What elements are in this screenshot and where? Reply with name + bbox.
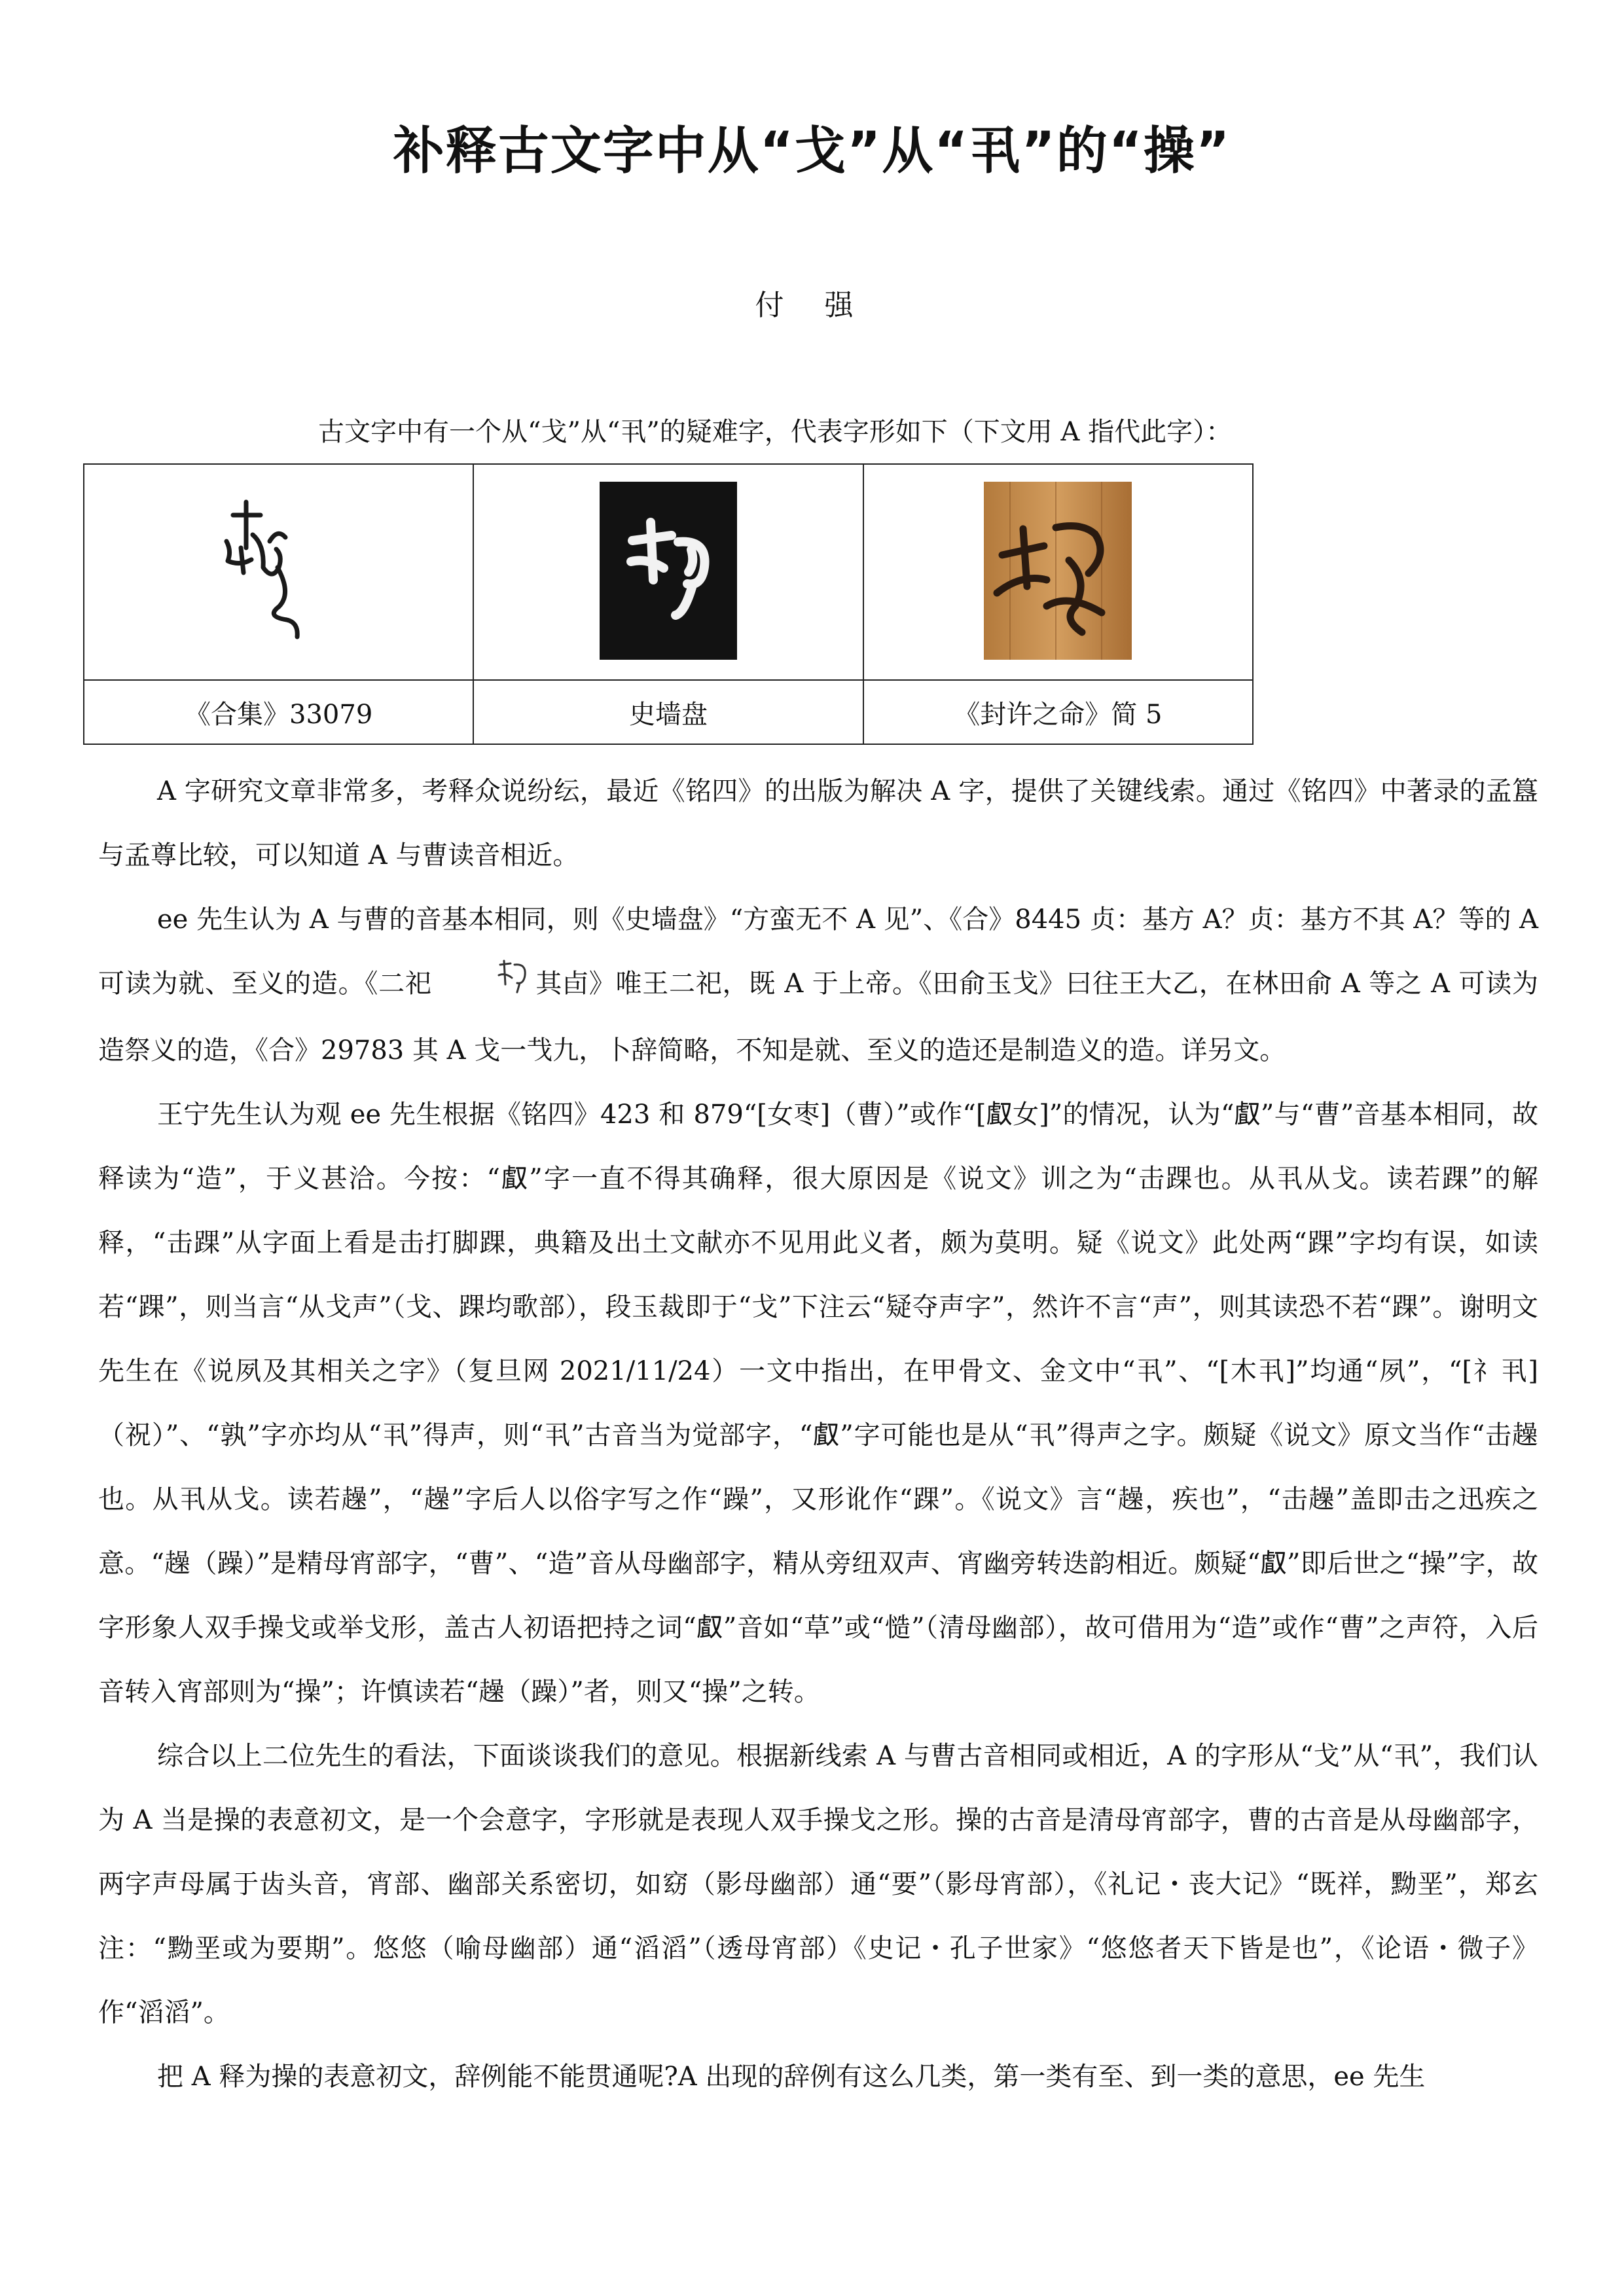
inline-glyph-image — [436, 954, 532, 1018]
oracle-bone-glyph — [200, 489, 357, 653]
glyph-cell-bamboo — [863, 464, 1253, 680]
glyph-table — [83, 463, 1254, 745]
paper-title: 补释古文字中从“戈”从“丮”的“操” — [393, 122, 1231, 181]
bamboo-slip-glyph — [984, 482, 1132, 660]
paragraph-2 — [98, 888, 1538, 1083]
glyph-caption-2: 史墙盘 — [473, 680, 863, 744]
glyph-caption-1: 《合集》33079 — [84, 680, 473, 744]
author-name: 付 强 — [755, 289, 869, 322]
paragraph-2-part-a: ee 先生认为 A 与曹的音基本相同，则《史墙盘》“方蛮无不 A 见”、《合》8445 贞：基方 A？贞：基方不其 A？等的 A 可读为就、至义的造。《二祀 — [98, 905, 1538, 999]
glyph-caption-3: 《封许之命》简 5 — [863, 680, 1253, 744]
intro-line: 古文字中有一个从“戈”从“丮”的疑难字，代表字形如下（下文用 A 指代此字）： — [318, 417, 1233, 447]
bronze-rubbing-glyph — [600, 482, 737, 660]
paragraph-2-part-b: 其卣》唯王二祀，既 A 于上帝。《田俞玉戈》曰往王大乙，在林田俞 A 等之 A 可读为造祭义的造，《合》29783 其 A 戈一𢦏九，卜辞简略，不知是就、至义的造还是制造义的造。详另文。 — [98, 969, 1538, 1066]
glyph-cell-bronze — [473, 464, 863, 680]
paragraph-3: 王宁先生认为观 ee 先生根据《铭四》423 和 879“[女枣]（曹）”或作“[𠭯女]”的情况，认为“𠭯”与“曹”音基本相同，故释读为“造”，于义甚洽。今按：“𠭯”字一直不得其确释，很大原因是《说文》训之为“击踝也。从丮从戈。读若踝”的解释，“击踝”从字面上看是击打脚踝，典籍及出土文献亦不见用此义者，颇为莫明。疑《说文》此处两“踝”字均有误，如读若“踝”，则当言“从戈声”（戈、踝均歌部），段玉裁即于“戈”下注云“疑夺声字”，然许不言“声”，则其读恐不若“踝”。谢明文先生在《说夙及其相关之字》（复旦网 2021/11/24）一文中指出，在甲骨文、金文中“丮”、“[木丮]”均通“夙”，“[礻丮]（祝）”、“孰”字亦均从“丮”得声，则“丮”古音当为觉部字，“𠭯”字可能也是从“丮”得声之字。颇疑《说文》原文当作“击趮也。从丮从戈。读若趮”，“趮”字后人以俗字写之作“躁”，又形讹作“踝”。《说文》言“趮，疾也”，“击趮”盖即击之迅疾之意。“趮（躁）”是精母宵部字，“曹”、“造”音从母幽部字，精从旁纽双声、宵幽旁转迭韵相近。颇疑“𠭯”即后世之“操”字，故字形象人双手操戈或举戈形，盖古人初语把持之词“𠭯”音如“草”或“慥”（清母幽部），故可借用为“造”或作“曹”之声符，入后音转入宵部则为“操”；许慎读若“趮（躁）”者，则又“操”之转。 — [98, 1100, 1538, 1707]
paragraph-4: 综合以上二位先生的看法，下面谈谈我们的意见。根据新线索 A 与曹古音相同或相近，A 的字形从“戈”从“丮”，我们认为 A 当是操的表意初文，是一个会意字，字形就是表现人双手操戈之形。操的古音是清母宵部字，曹的古音是从母幽部字，两字声母属于齿头音，宵部、幽部关系密切，如窈（影母幽部）通“要”（影母宵部），《礼记・丧大记》“既祥，黝垩”，郑玄注：“黝垩或为要期”。悠悠（喻母幽部）通“滔滔”（透母宵部）《史记・孔子世家》“悠悠者天下皆是也”，《论语・微子》作“滔滔”。 — [98, 1741, 1538, 2028]
glyph-cell-oracle — [84, 464, 473, 680]
paragraph-5: 把 A 释为操的表意初文，辞例能不能贯通呢?A 出现的辞例有这么几类，第一类有至、到一类的意思，ee 先生 — [157, 2062, 1426, 2092]
body-text — [98, 759, 1538, 2109]
paragraph-1: A 字研究文章非常多，考释众说纷纭，最近《铭四》的出版为解决 A 字，提供了关键线索。通过《铭四》中著录的孟簋与孟尊比较，可以知道 A 与曹读音相近。 — [98, 776, 1538, 870]
